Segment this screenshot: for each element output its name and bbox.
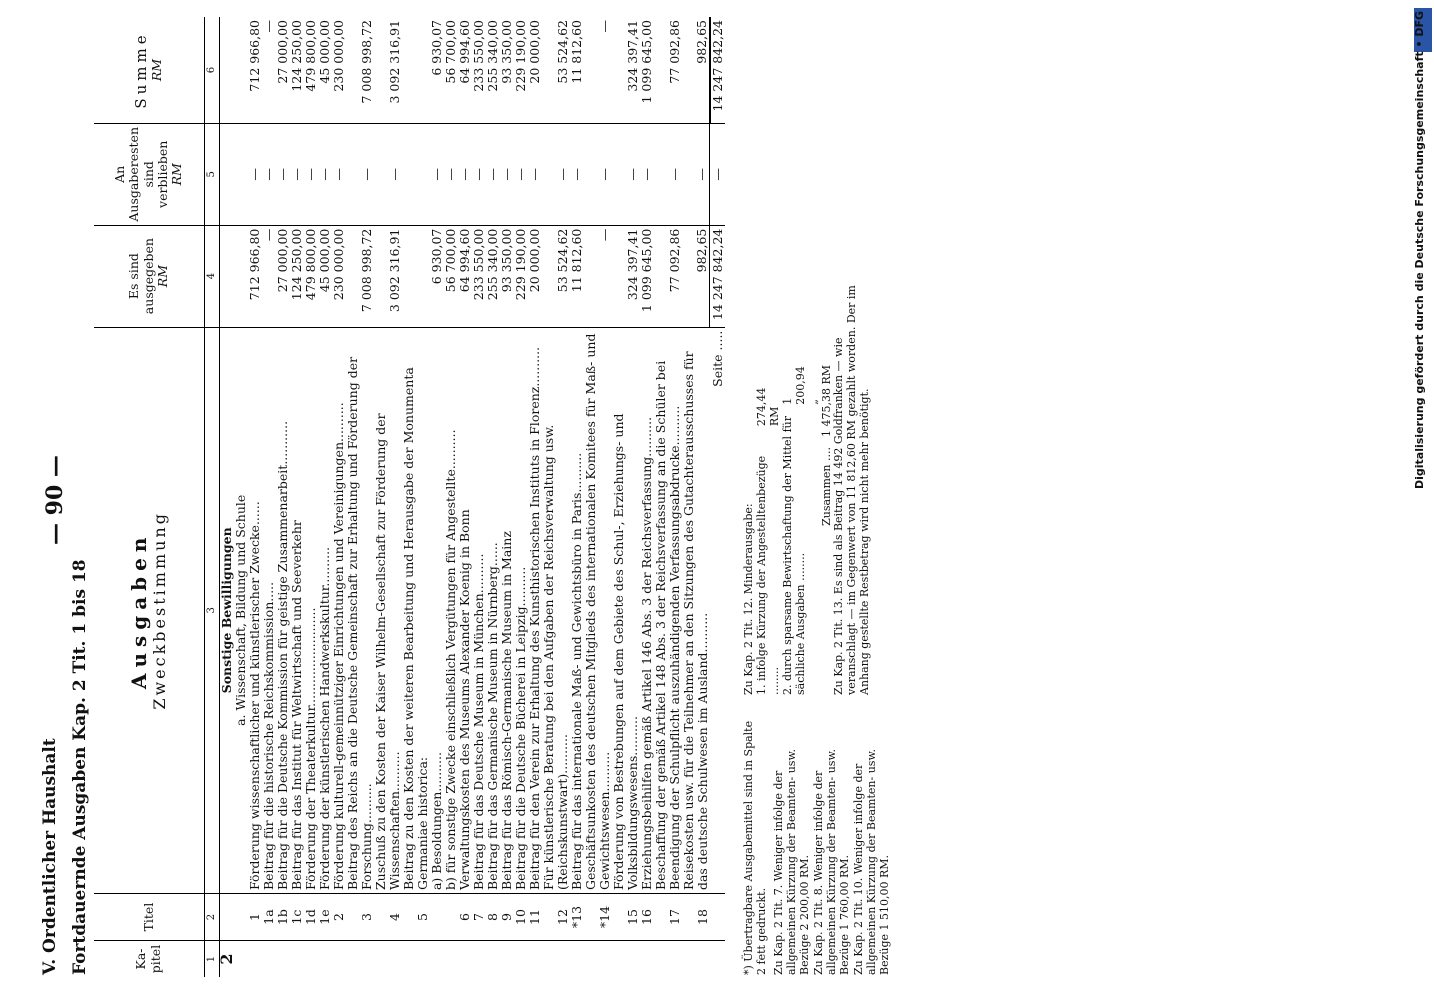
row-text: b) für sonstige Zwecke einschließlich Vergütungen für Angestellte.......... xyxy=(444,327,458,893)
t12-value2: 1 200,94 „ xyxy=(781,366,820,405)
total-titel xyxy=(710,894,725,941)
section-subtitle: a. Wissenschaft, Bildung und Schule xyxy=(234,327,248,893)
kapitel-value: 2 xyxy=(219,941,234,977)
footnote-t7: Zu Kap. 2 Tit. 7. Weniger infolge der allgemeinen Kürzung der Beamten- usw. Bezüge 2 200,00 RM. xyxy=(772,748,811,975)
row-ausgegeben: — xyxy=(262,225,276,327)
row-titel xyxy=(430,894,444,941)
row-summe: 230 000,00 xyxy=(330,20,346,92)
colnum-2: 2 xyxy=(204,894,219,941)
row-text: Erziehungsbeihilfen gemäß Artikel 146 Abs. 3 der Reichsverfassung.......... xyxy=(640,327,654,893)
t12-line2: 2. durch sparsame Bewirtschaftung der Mittel für sächliche Ausgaben ........ xyxy=(781,416,807,695)
colnum-4: 4 xyxy=(204,225,219,327)
page-number: — 90 — xyxy=(42,455,68,545)
t12-sum: 1 475,38 RM xyxy=(820,365,833,438)
col-titel: Titel xyxy=(94,894,204,941)
row-text: Beitrag des Reichs an die Deutsche Gemeinschaft zur Erhaltung und Förderung der Forschung.......... xyxy=(346,327,374,893)
sideband-text: Digitalisierung gefördert durch die Deutsche Forschungsgemeinschaft • DFG xyxy=(1413,10,1426,490)
row-titel: 1d xyxy=(304,894,318,941)
row-ausgabereste: — xyxy=(318,124,332,226)
col-ausgegeben xyxy=(94,225,204,327)
row-ausgabereste: — xyxy=(290,124,304,226)
row-summe: 7 008 998,72 xyxy=(358,20,374,104)
row-ausgabereste: — xyxy=(514,124,528,226)
section-title: Sonstige Bewilligungen xyxy=(219,327,234,893)
row-kapitel xyxy=(528,941,542,977)
row-titel: *14 xyxy=(584,894,612,941)
table-row xyxy=(472,17,486,977)
row-kapitel xyxy=(640,941,654,977)
row-ausgabereste: — xyxy=(500,124,514,226)
total-kapitel xyxy=(710,941,725,977)
row-ausgegeben: 45 000,00 xyxy=(318,225,332,327)
row-titel: 5 xyxy=(402,894,430,941)
row-ausgegeben: 229 190,00 xyxy=(514,225,528,327)
row-ausgabereste: — xyxy=(472,124,486,226)
row-ausgabereste: — xyxy=(346,124,374,226)
row-kapitel xyxy=(290,941,304,977)
row-kapitel xyxy=(374,941,402,977)
page-title: V. Ordentlicher Haushalt xyxy=(40,738,60,975)
table-row xyxy=(612,17,640,977)
row-text: Förderung kulturell-gemeinnütziger Einrichtungen und Vereinigungen.......... xyxy=(332,327,346,893)
row-summe: 6 930,07 xyxy=(428,20,444,76)
row-ausgegeben: 27 000,00 xyxy=(276,225,290,327)
row-kapitel xyxy=(458,941,472,977)
row-ausgabereste: — xyxy=(332,124,346,226)
total-label: Seite ..... xyxy=(710,327,725,893)
row-kapitel xyxy=(262,941,276,977)
row-ausgegeben: 20 000,00 xyxy=(528,225,542,327)
row-titel: 18 xyxy=(682,894,710,941)
row-summe: 56 700,00 xyxy=(442,20,458,84)
row-text: Förderung von Bestrebungen auf dem Gebiete des Schul-, Erziehungs- und Volksbildungswesens.......... xyxy=(612,327,640,893)
row-text: Beitrag für das Germanische Museum in Nürnberg...... xyxy=(486,327,500,893)
row-ausgegeben: 64 994,60 xyxy=(458,225,472,327)
row-text: Reisekosten usw. für die Teilnehmer an den Sitzungen des Gutachterausschusses für das deutsche Schulwesen im Ausland.......... xyxy=(682,327,710,893)
row-text: Zuschuß zu den Kosten der Kaiser Wilhelm-Gesellschaft zur Förderung der Wissenschaften.......... xyxy=(374,327,402,893)
row-titel: 3 xyxy=(346,894,374,941)
table-row xyxy=(346,17,374,977)
unit-label: RM xyxy=(154,264,170,288)
footnote-t12 xyxy=(742,365,833,695)
row-titel: 9 xyxy=(500,894,514,941)
row-ausgegeben: 124 250,00 xyxy=(290,225,304,327)
table-row xyxy=(528,17,542,977)
row-titel: 17 xyxy=(654,894,682,941)
row-ausgegeben: 6 930,07 xyxy=(430,225,444,327)
col-kapitel: Ka-pitel xyxy=(94,941,204,977)
row-titel: *13 xyxy=(570,894,584,941)
row-ausgegeben: 479 800,00 xyxy=(304,225,318,327)
table-row xyxy=(332,17,346,977)
row-ausgegeben: 93 350,00 xyxy=(500,225,514,327)
footnote-t10: Zu Kap. 2 Tit. 10. Weniger infolge der allgemeinen Kürzung der Beamten- usw. Bezüge 1 510,00 RM. xyxy=(852,748,891,975)
row-ausgegeben: 1 099 645,00 xyxy=(640,225,654,327)
row-ausgabereste: — xyxy=(486,124,500,226)
row-text: Beitrag für das internationale Maß- und Gewichtsbüro in Paris.......... xyxy=(570,327,584,893)
table-row xyxy=(318,17,332,977)
row-titel: 11 xyxy=(528,894,542,941)
col-ausgaben-title: Ausgaben xyxy=(127,531,152,690)
row-ausgabereste: — xyxy=(276,124,290,226)
row-kapitel xyxy=(570,941,584,977)
row-text: Beitrag zu den Kosten der weiteren Bearbeitung und Herausgabe der Monumenta Germaniae historica: xyxy=(402,327,430,893)
row-summe: 229 190,00 xyxy=(512,20,528,92)
row-summe: 11 812,60 xyxy=(568,20,584,84)
row-summe: — xyxy=(596,20,612,33)
row-text: Beitrag für die historische Reichskommission..... xyxy=(262,327,276,893)
t12-title: Zu Kap. 2 Tit. 12. Minderausgabe: xyxy=(742,503,755,695)
row-ausgabereste: — xyxy=(528,124,542,226)
row-summe: 712 966,80 xyxy=(246,20,262,92)
rotated-page xyxy=(12,5,1392,985)
row-summe: 124 250,00 xyxy=(288,20,304,92)
row-text: Beitrag für das Institut für Weltwirtschaft und Seeverkehr xyxy=(290,327,304,893)
row-text: Beitrag für die Deutsche Kommission für geistige Zusammenarbeit........... xyxy=(276,327,290,893)
row-summe: 45 000,00 xyxy=(316,20,332,84)
row-ausgabereste: — xyxy=(682,124,710,226)
row-titel: 8 xyxy=(486,894,500,941)
col-ausgegeben-label: Es sind ausgegeben xyxy=(126,238,156,315)
table-row xyxy=(486,17,500,977)
row-ausgegeben: 3 092 316,91 xyxy=(374,225,402,327)
row-ausgabereste: — xyxy=(640,124,654,226)
row-text: Förderung wissenschaftlicher und künstlerischer Zwecke...... xyxy=(248,327,262,893)
row-kapitel xyxy=(444,941,458,977)
row-ausgegeben: 11 812,60 xyxy=(570,225,584,327)
row-kapitel xyxy=(514,941,528,977)
total-row xyxy=(710,17,725,977)
row-titel: 4 xyxy=(374,894,402,941)
row-titel: 2 xyxy=(332,894,346,941)
row-ausgabereste xyxy=(402,124,430,226)
colnum-1: 1 xyxy=(204,941,219,977)
row-ausgabereste: — xyxy=(430,124,444,226)
footnote-t13: Zu Kap. 2 Tit. 13. Es sind als Beitrag 14 492 Goldfranken — wie veranschlagt — im Gegenwert von 11 812,60 RM gezahlt worden. Der im Anhang gestellte Restbetrag wird nicht mehr benötigt. xyxy=(832,285,871,695)
t12-sum-label: Zusammen .... xyxy=(820,447,833,526)
table-row xyxy=(276,17,290,977)
total-ausgabereste: — xyxy=(710,124,725,226)
table-row xyxy=(458,17,472,977)
row-titel: 1c xyxy=(290,894,304,941)
row-ausgegeben: 324 397,41 xyxy=(612,225,640,327)
table-row xyxy=(514,17,528,977)
footnote-t8: Zu Kap. 2 Tit. 8. Weniger infolge der allgemeinen Kürzung der Beamten- usw. Bezüge 1 760,00 RM. xyxy=(812,748,851,975)
unit-label: RM xyxy=(169,163,185,186)
t12-line1: 1. infolge Kürzung der Angestelltenbezüge ........ xyxy=(755,455,781,695)
table-row xyxy=(640,17,654,977)
table-row xyxy=(500,17,514,977)
total-summe: 14 247 842,24 xyxy=(710,17,725,124)
colnum-3: 3 xyxy=(204,327,219,893)
row-text: Beitrag für das Deutsche Museum in München.......... xyxy=(472,327,486,893)
row-ausgabereste: — xyxy=(584,124,612,226)
row-titel xyxy=(444,894,458,941)
row-text: Verwaltungskosten des Museums Alexander Koenig in Bonn xyxy=(458,327,472,893)
row-text: Geschäftsunkosten des deutschen Mitglieds des internationalen Komitees für Maß- und Gewichtswesen.......... xyxy=(584,327,612,893)
row-kapitel xyxy=(318,941,332,977)
table-row xyxy=(542,17,570,977)
row-kapitel xyxy=(346,941,374,977)
row-kapitel xyxy=(682,941,710,977)
row-summe: 982,65 xyxy=(693,20,709,64)
row-titel: 6 xyxy=(458,894,472,941)
table-row xyxy=(290,17,304,977)
row-summe: 20 000,00 xyxy=(526,20,542,84)
row-ausgegeben: 77 092,86 xyxy=(654,225,682,327)
row-ausgegeben: 56 700,00 xyxy=(444,225,458,327)
row-text: Beitrag für den Verein zur Erhaltung des Kunsthistorischen Instituts in Florenz.......... xyxy=(528,327,542,893)
row-summe: 1 099 645,00 xyxy=(638,20,654,104)
row-text: Förderung der Theaterkultur......................... xyxy=(304,327,318,893)
col-ausgabereste-label: An Ausgaberesten sind verblieben xyxy=(111,127,170,222)
row-kapitel xyxy=(402,941,430,977)
table-row xyxy=(402,17,430,977)
row-summe: 27 000,00 xyxy=(274,20,290,84)
colnum-6: 6 xyxy=(204,17,219,124)
row-ausgabereste: — xyxy=(612,124,640,226)
table-row xyxy=(570,17,584,977)
row-ausgegeben: 7 008 998,72 xyxy=(346,225,374,327)
row-text: Beschaffung der gemäß Artikel 148 Abs. 3 der Reichsverfassung an die Schüler bei Beendigung der Schulpflicht auszuhändigenden Verfassungsabdrucke.......... xyxy=(654,327,682,893)
footnote-star: *) Übertragbare Ausgabemittel sind in Spalte 2 fett gedruckt. xyxy=(742,720,768,975)
page-subtitle: Fortdauernde Ausgaben Kap. 2 Tit. 1 bis 18 xyxy=(70,559,90,975)
table-row xyxy=(682,17,710,977)
col-ausgaben xyxy=(94,327,204,893)
row-kapitel xyxy=(276,941,290,977)
row-ausgegeben: 230 000,00 xyxy=(332,225,346,327)
row-ausgabereste: — xyxy=(374,124,402,226)
row-ausgabereste: — xyxy=(444,124,458,226)
table-row xyxy=(374,17,402,977)
row-summe: 324 397,41 xyxy=(624,20,640,92)
row-ausgabereste: — xyxy=(570,124,584,226)
row-summe xyxy=(402,17,430,124)
row-ausgabereste: — xyxy=(654,124,682,226)
row-titel: 16 xyxy=(640,894,654,941)
row-summe: 93 350,00 xyxy=(498,20,514,84)
col-zweck: Zweckbestimmung xyxy=(150,511,170,710)
row-titel: 10 xyxy=(514,894,528,941)
row-kapitel xyxy=(654,941,682,977)
row-ausgabereste: — xyxy=(262,124,276,226)
row-ausgegeben: 255 340,00 xyxy=(486,225,500,327)
t12-value1: 274,44 RM xyxy=(755,387,781,427)
row-titel: 1 xyxy=(248,894,262,941)
row-ausgegeben: — xyxy=(584,225,612,327)
row-kapitel xyxy=(486,941,500,977)
row-text: Förderung der künstlerischen Handwerkskultur.......... xyxy=(318,327,332,893)
row-text: Beitrag für die Deutsche Bücherei in Leipzig.......... xyxy=(514,327,528,893)
table-row xyxy=(304,17,318,977)
row-kapitel xyxy=(248,941,262,977)
budget-table xyxy=(94,17,725,977)
row-summe: 3 092 316,91 xyxy=(386,20,402,104)
row-kapitel xyxy=(500,941,514,977)
row-kapitel xyxy=(612,941,640,977)
row-text: a) Besoldungen.......... xyxy=(430,327,444,893)
row-summe: 53 524,62 xyxy=(554,20,570,84)
row-ausgegeben: 53 524,62 xyxy=(542,225,570,327)
row-ausgabereste: — xyxy=(248,124,262,226)
row-titel: 12 xyxy=(542,894,570,941)
row-kapitel xyxy=(430,941,444,977)
row-titel: 1e xyxy=(318,894,332,941)
row-summe: 233 550,00 xyxy=(470,20,486,92)
row-kapitel xyxy=(332,941,346,977)
row-ausgegeben xyxy=(402,225,430,327)
row-kapitel xyxy=(472,941,486,977)
row-titel: 15 xyxy=(612,894,640,941)
table-row xyxy=(248,17,262,977)
row-summe: 77 092,86 xyxy=(666,20,682,84)
row-text: Beitrag für das Römisch-Germanische Museum in Mainz xyxy=(500,327,514,893)
table-row xyxy=(584,17,612,977)
unit-label: RM xyxy=(149,58,165,82)
table-row xyxy=(654,17,682,977)
col-ausgabereste xyxy=(94,124,204,226)
total-ausgegeben: 14 247 842,24 xyxy=(710,225,725,327)
row-ausgegeben: 233 550,00 xyxy=(472,225,486,327)
row-ausgegeben: 982,65 xyxy=(682,225,710,327)
row-summe: — xyxy=(260,20,276,33)
colnum-5: 5 xyxy=(204,124,219,226)
row-titel: 1a xyxy=(262,894,276,941)
col-summe-label: Summe xyxy=(131,31,150,109)
row-kapitel xyxy=(584,941,612,977)
row-ausgegeben: 712 966,80 xyxy=(248,225,262,327)
row-ausgabereste: — xyxy=(304,124,318,226)
row-kapitel xyxy=(542,941,570,977)
row-summe: 255 340,00 xyxy=(484,20,500,92)
row-summe: 479 800,00 xyxy=(302,20,318,92)
row-summe: 64 994,60 xyxy=(456,20,472,84)
table-row xyxy=(444,17,458,977)
dfg-sideband xyxy=(1412,0,1434,1000)
table-row xyxy=(262,17,276,977)
table-row xyxy=(430,17,444,977)
row-ausgabereste: — xyxy=(458,124,472,226)
row-text: Für künstlerische Beratung bei den Aufgaben der Reichsverwaltung usw. (Reichskunstwart).......... xyxy=(542,327,570,893)
row-kapitel xyxy=(304,941,318,977)
col-summe xyxy=(94,17,204,124)
row-titel: 7 xyxy=(472,894,486,941)
row-titel: 1b xyxy=(276,894,290,941)
row-ausgabereste: — xyxy=(542,124,570,226)
